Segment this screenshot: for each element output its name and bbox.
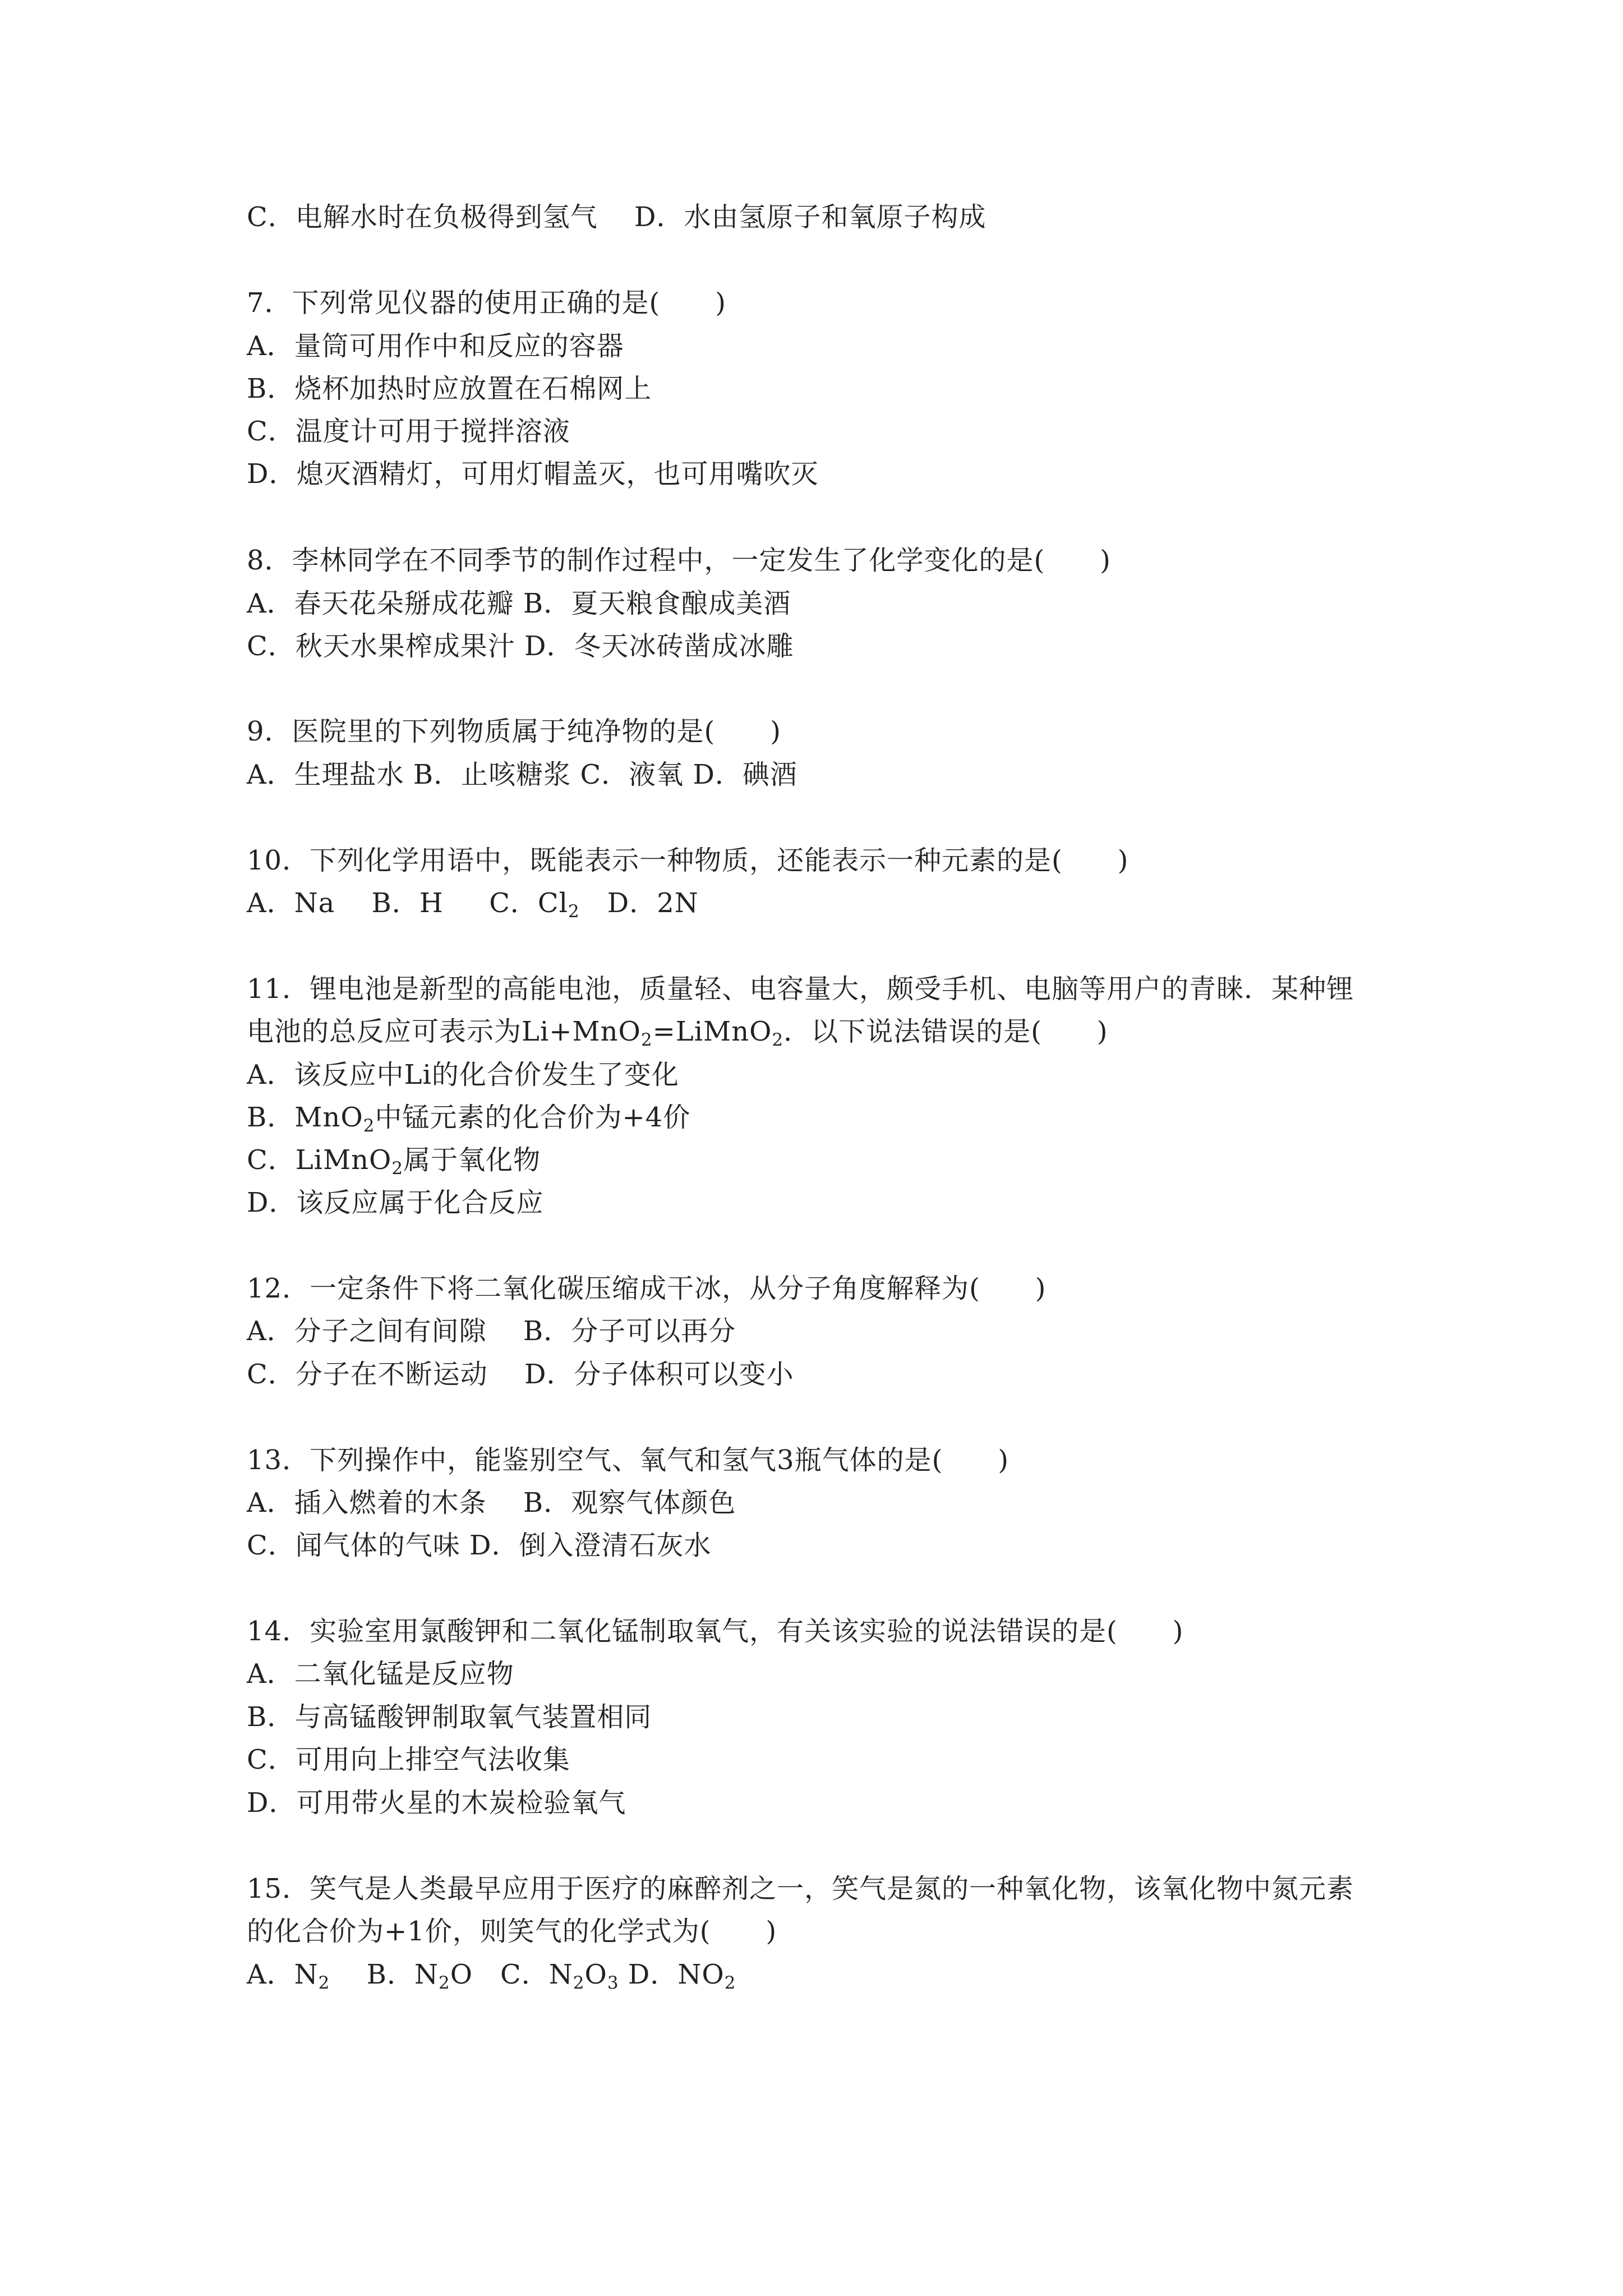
q11-option-d: D．该反应属于化合反应 [247,1187,544,1218]
q8-options-ab: A．春天花朵掰成花瓣 B．夏天粮食酿成美酒 [247,588,791,619]
q10-stem: 10．下列化学用语中，既能表示一种物质，还能表示一种元素的是( ) [247,845,1129,876]
q9-options: A．生理盐水 B．止咳糖浆 C．液氧 D．碘酒 [247,759,797,790]
q13-options-ab: A．插入燃着的木条 B．观察气体颜色 [247,1487,736,1519]
q14-option-c: C．可用向上排空气法收集 [247,1744,570,1775]
q7-option-b: B．烧杯加热时应放置在石棉网上 [247,373,652,404]
q11-stem-line1: 11．锂电池是新型的高能电池，质量轻、电容量大，颇受手机、电脑等用户的青睐．某种锂 [247,973,1354,1005]
q14-option-d: D．可用带火星的木炭检验氧气 [247,1787,626,1819]
q10-options: A．Na B．H C．$Cl_2$ D．2N [247,887,699,922]
q8-stem: 8．李林同学在不同季节的制作过程中，一定发生了化学变化的是( ) [247,545,1111,576]
q11-stem-line2: 电池的总反应可表示为Li+MnO$_2$=LiMnO$_2$．以下说法错误的是( ) [247,1016,1108,1050]
q13-options-cd: C．闻气体的气味 D．倒入澄清石灰水 [247,1530,712,1561]
q15-stem-line1: 15．笑气是人类最早应用于医疗的麻醉剂之一，笑气是氮的一种氧化物，该氧化物中氮元素 [247,1873,1354,1904]
q8-options-cd: C．秋天水果榨成果汁 D．冬天冰砖凿成冰雕 [247,631,794,662]
q13-stem: 13．下列操作中，能鉴别空气、氧气和氢气3瓶气体的是( ) [247,1444,1009,1476]
q12-options-cd: C．分子在不断运动 D．分子体积可以变小 [247,1359,794,1390]
q7-option-d: D．熄灭酒精灯，可用灯帽盖灭，也可用嘴吹灭 [247,458,819,490]
q7-option-a: A．量筒可用作中和反应的容器 [247,330,624,362]
q9-stem: 9．医院里的下列物质属于纯净物的是( ) [247,716,781,747]
q12-stem: 12．一定条件下将二氧化碳压缩成干冰，从分子角度解释为( ) [247,1273,1046,1304]
q11-option-a: A．该反应中Li的化合价发生了变化 [247,1059,679,1091]
q14-option-b: B．与高锰酸钾制取氧气装置相同 [247,1701,652,1733]
q11-option-b: B．MnO$_2$中锰元素的化合价为+4价 [247,1102,691,1136]
q14-option-a: A．二氧化锰是反应物 [247,1658,514,1690]
q15-options: A．$N_2$ B．$N_2O$ C．$N_2O_3$ D．$NO_2$ [247,1959,736,1993]
q14-stem: 14．实验室用氯酸钾和二氧化锰制取氧气，有关该实验的说法错误的是( ) [247,1616,1184,1647]
q6-options-cd: C．电解水时在负极得到氢气 D．水由氢原子和氧原子构成 [247,201,986,233]
q15-stem-line2: 的化合价为+1价，则笑气的化学式为( ) [247,1916,777,1947]
q11-option-c: C．LiMnO$_2$属于氧化物 [247,1144,541,1179]
q12-options-ab: A．分子之间有间隙 B．分子可以再分 [247,1315,736,1347]
q7-option-c: C．温度计可用于搅拌溶液 [247,416,570,447]
q7-stem: 7．下列常见仪器的使用正确的是( ) [247,287,726,319]
